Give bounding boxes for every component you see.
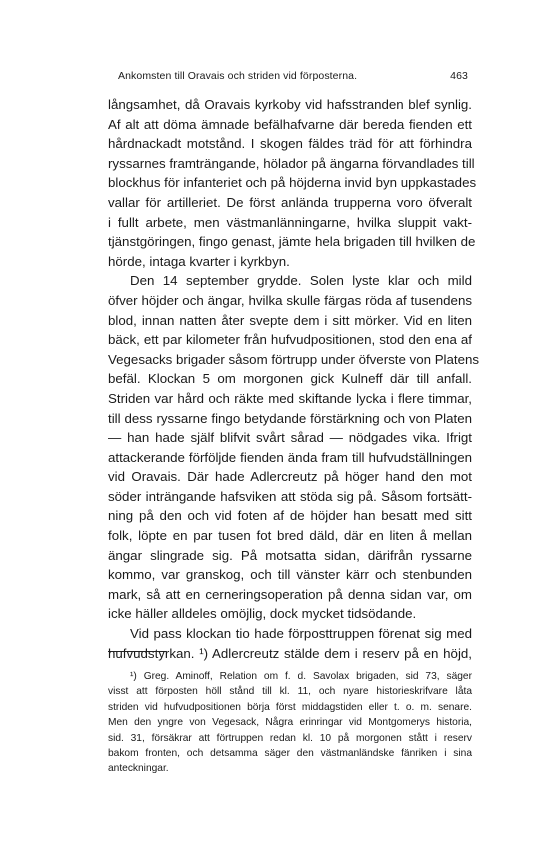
text-line: vallar för artilleriet. De först anlända trupperna voro öfveralt: [108, 194, 472, 210]
text-line: ängar slingrade sig. På motsatta sidan, därifrån ryssarne: [108, 547, 472, 563]
text-line: långsamhet, då Oravais kyrkoby vid hafsstranden blef synlig.: [108, 97, 472, 112]
text-line: i fullt arbete, men västmanlänningarne, hvilka sluppit vakt-: [108, 214, 472, 230]
text-line: hufvudstyrkan. ¹) Adlercreutz stälde dem i reserv på en höjd,: [108, 645, 472, 661]
footnote-line: visst att förposten höll stånd till kl. 11, och nyare historieskrifvare låta: [108, 686, 472, 698]
text-line: Vid pass klockan tio hade förposttruppen förenat sig med: [130, 626, 472, 642]
footnotes: [108, 669, 472, 777]
text-line: tjänstgöringen, fingo genast, jämte hela brigaden till hvilken de: [108, 234, 476, 250]
text-line: ryssarnes framträngande, hölador på ängarna förvandlades till: [108, 155, 475, 171]
page-number: 463: [450, 70, 468, 82]
body-text: [108, 95, 480, 663]
footnote-line: ¹) Greg. Aminoff, Relation om f. d. Savolax brigaden, sid 73, säger: [130, 671, 472, 682]
footnote-line: striden vid hufvudpositionen börja först middagstiden eller t. o. m. senare.: [108, 701, 472, 713]
footnote-rule: [108, 651, 166, 652]
text-line: söder inträngande hafsviken att stöda sig på. Såsom fortsätt-: [108, 488, 472, 504]
text-line: blockhus för infanteriet och på höjderna invid byn uppkastades: [108, 175, 477, 191]
text-line: bäck, ett par kilometer från hufvudpositionen, stod den ena af: [108, 332, 472, 348]
text-line: Vegesacks brigader såsom förtrupp under öfverste von Platens: [108, 351, 480, 367]
text-line: icke häller alldeles omöjlig, dock mycket tidsödande.: [108, 606, 417, 622]
text-line: till dess ryssarne fingo betydande förstärkning och von Platen: [108, 410, 472, 426]
text-line: mark, så att en cerneringsoperation på denna sidan var, om: [108, 586, 472, 602]
text-line: vid Oravais. Där hade Adlercreutz på höger hand den mot: [108, 469, 472, 485]
footnote-line: anteckningar.: [108, 763, 169, 775]
footnote-line: bakom fronten, och detsamma säger den västmanländske fänriken i sina: [108, 747, 472, 759]
text-line: öfver höjder och ängar, hvilka skulle färgas röda af tusendens: [108, 292, 472, 308]
text-line: folk, löpte en par tusen fot bred däld, där en liten å mellan: [108, 528, 472, 544]
running-title: Ankomsten till Oravais och striden vid förposterna.: [118, 70, 358, 82]
footnote-line: Men den yngre von Vegesack, Några erinringar vid Montgomerys historia,: [108, 717, 472, 729]
text-line: hårdnackadt motstånd. I skogen fäldes träd för att förhindra: [108, 136, 472, 152]
text-line: Striden var hård och räkte med skiftande lycka i flere timmar,: [108, 390, 472, 406]
text-line: befäl. Klockan 5 om morgonen gick Kulneff där till anfall.: [108, 371, 472, 387]
text-line: blod, innan natten åter svepte dem i sitt mörker. Vid en liten: [108, 312, 472, 328]
text-line: Den 14 september grydde. Solen lyste klar och mild: [130, 273, 472, 289]
text-line: attackerande förföljde fienden ända fram till hufvudställningen: [108, 449, 472, 465]
text-line: Af alt att döma ämnade befälhafvarne där bereda fienden ett: [108, 116, 472, 132]
text-line: hörde, intaga kvarter i kyrkbyn.: [108, 253, 290, 269]
text-line: ning på den och vid foten af de höjder han besatt med sitt: [108, 508, 472, 524]
footnote-line: sid. 31, försäkrar att förtruppen redan kl. 10 på morgonen stått i reserv: [108, 732, 472, 744]
text-line: kommo, var granskog, och till vänster kärr och stenbunden: [108, 567, 472, 583]
text-line: — han hade själf blifvit svårt sårad — nödgades vika. Ifrigt: [108, 430, 472, 446]
